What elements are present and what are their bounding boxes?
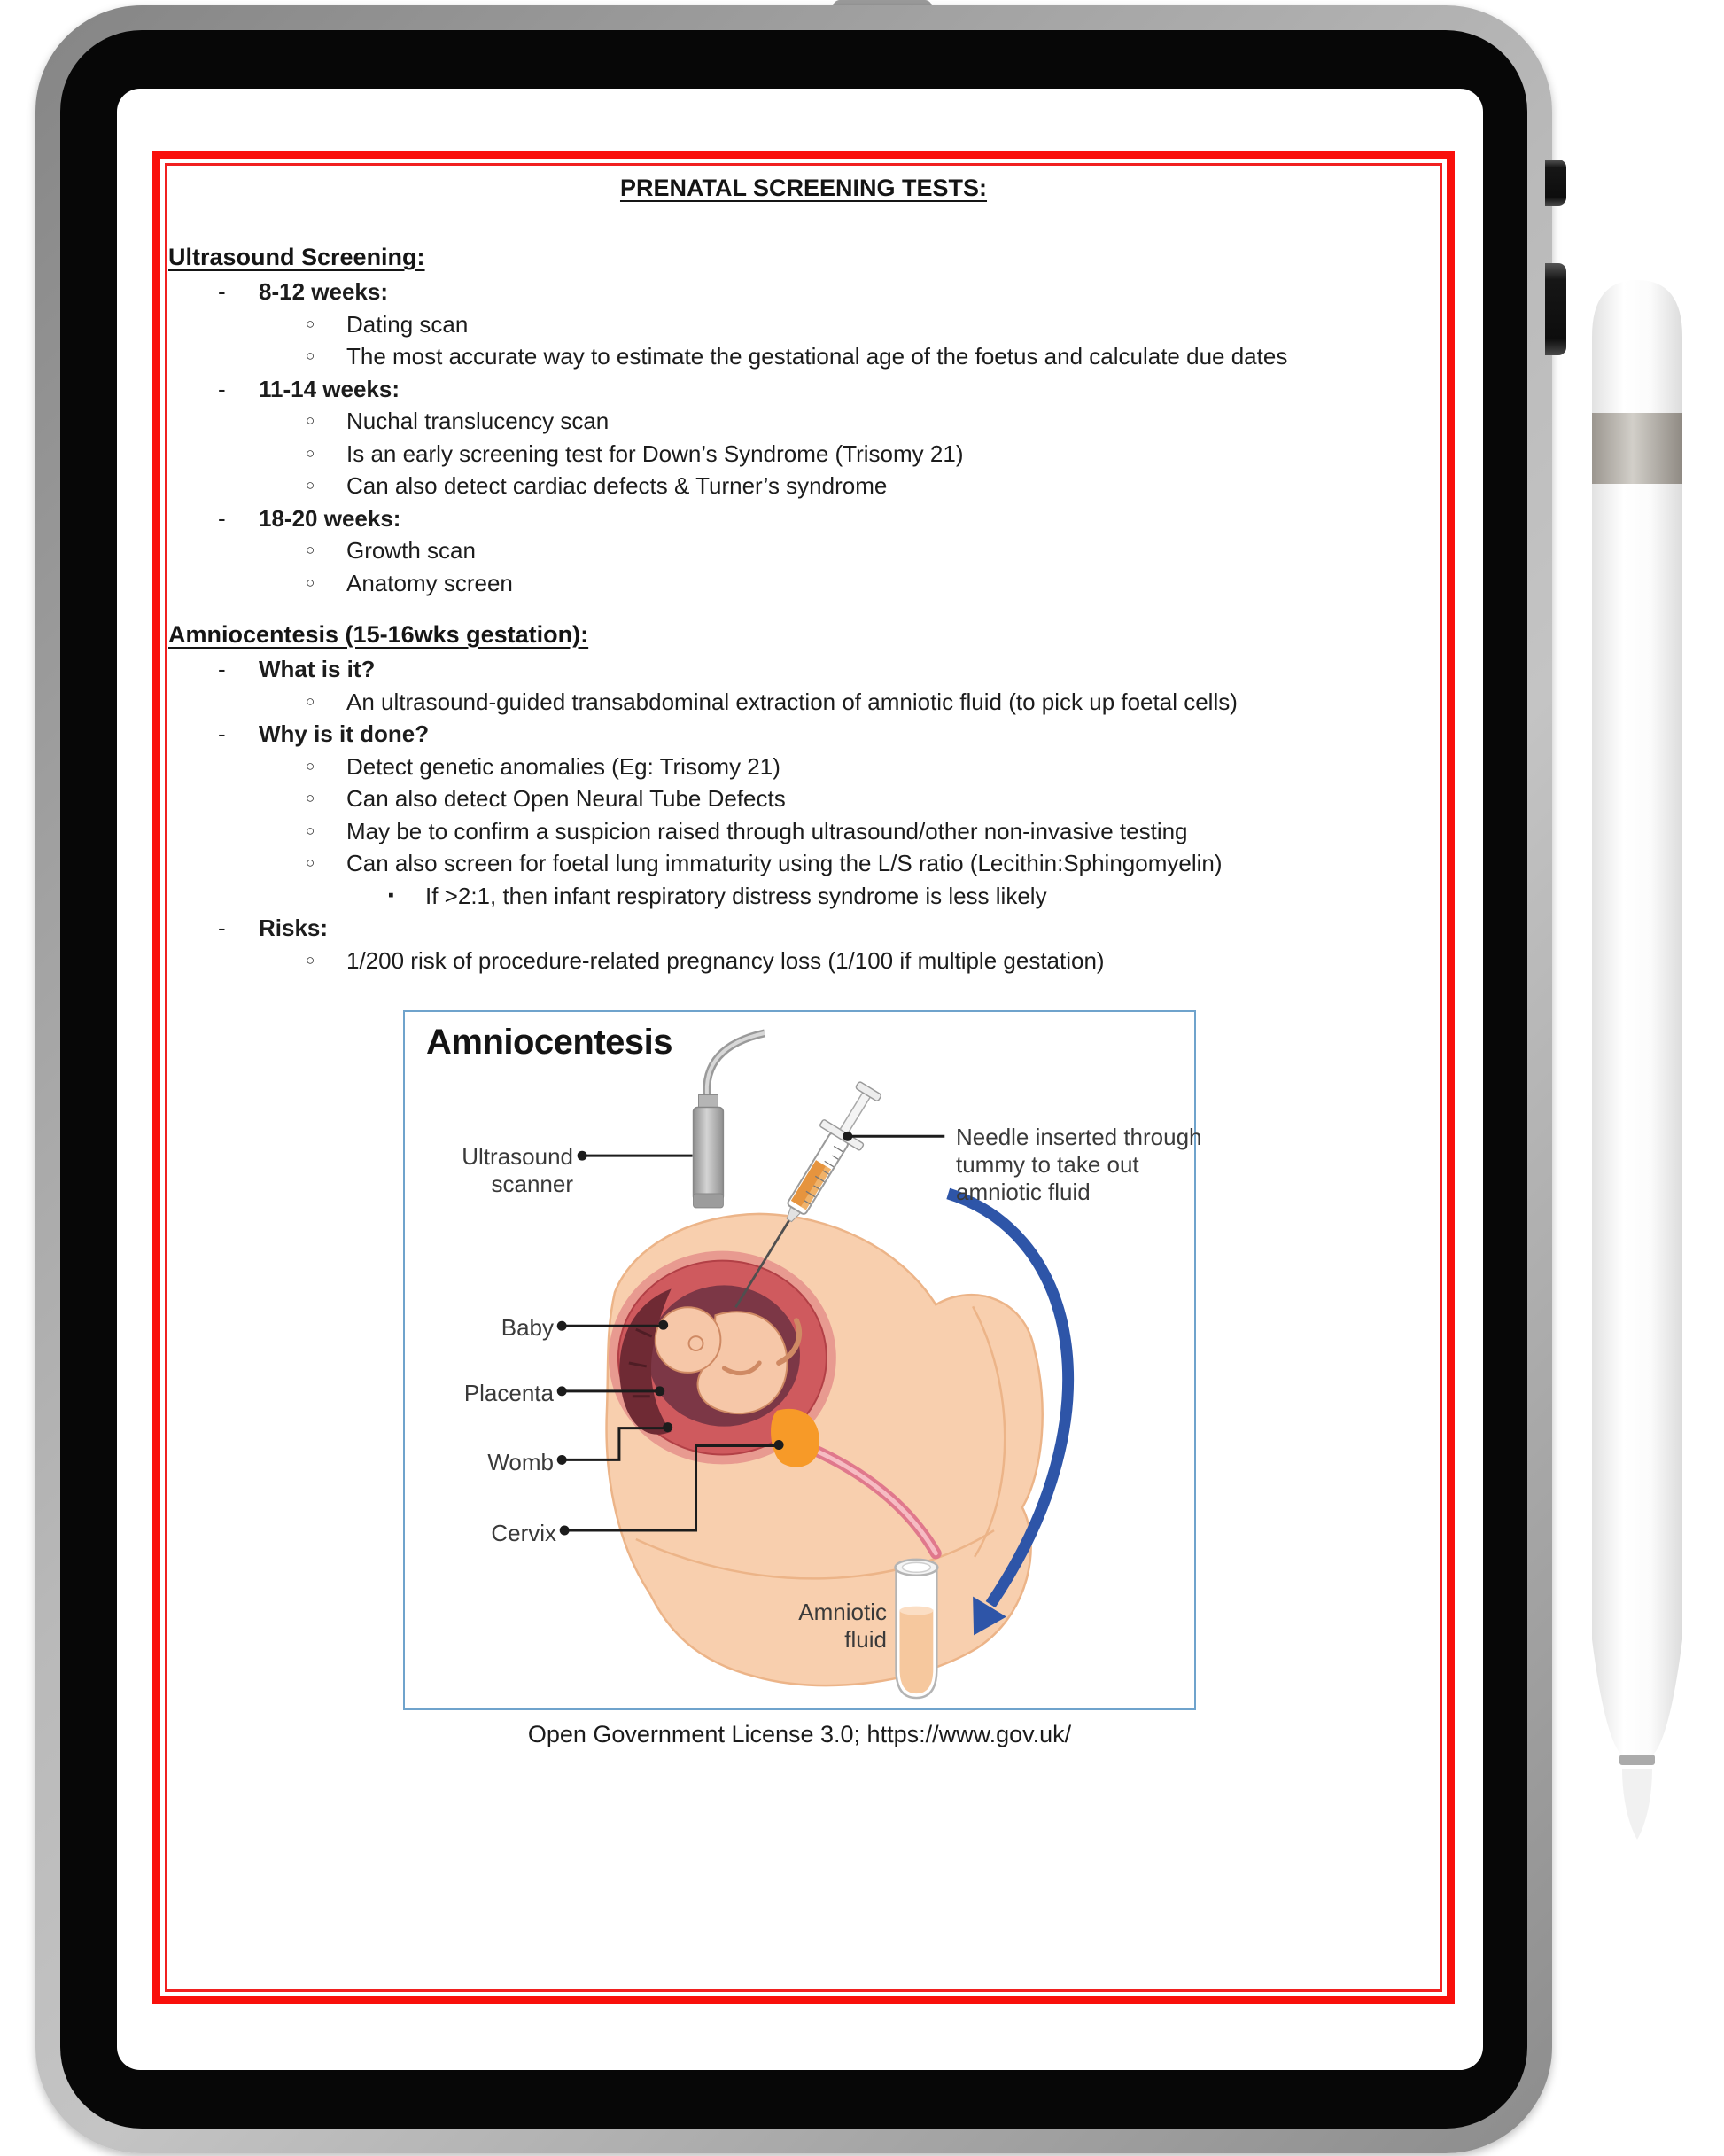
- dash-bullet: -: [218, 915, 226, 941]
- label-ultrasound-scanner: Ultrasound scanner: [462, 1143, 573, 1197]
- bullet-text: If >2:1, then infant respiratory distress syndrome is less likely: [425, 882, 1047, 909]
- bullet-row: [168, 567, 1451, 600]
- bullet-text: 18-20 weeks:: [259, 504, 401, 532]
- bullet-row: [168, 308, 1451, 341]
- bullet-row: [168, 276, 1451, 308]
- circle-bullet: ○: [306, 951, 315, 969]
- bullet-row: [168, 686, 1451, 719]
- figure-caption: Open Government License 3.0; https://www.gov.uk/: [527, 1721, 1072, 1747]
- pencil-band: [1592, 413, 1682, 484]
- bullet-row: [168, 653, 1451, 686]
- bullet-text: Can also detect cardiac defects & Turner’s syndrome: [346, 472, 888, 499]
- bullet-row: [168, 438, 1451, 471]
- volume-up-button: [1545, 160, 1566, 206]
- circle-bullet: ○: [306, 315, 315, 332]
- bullet-text: Risks:: [259, 915, 329, 941]
- pencil-body: [1592, 484, 1682, 1639]
- circle-bullet: ○: [306, 347, 315, 364]
- bullet-row: [168, 751, 1451, 783]
- bullet-text: An ultrasound-guided transabdominal extraction of amniotic fluid (to pick up foetal cells): [346, 688, 1238, 715]
- circle-bullet: ○: [306, 757, 315, 774]
- bullet-text: Anatomy screen: [346, 569, 513, 596]
- bullet-row: [168, 340, 1451, 373]
- label-womb: Womb: [487, 1449, 554, 1475]
- bullet-text: 8-12 weeks:: [259, 278, 388, 305]
- bullet-text: Can also screen for foetal lung immaturity using the L/S ratio (Lecithin:Sphingomyelin): [346, 850, 1223, 876]
- volume-down-button: [1545, 263, 1566, 355]
- bullet-text: Detect genetic anomalies (Eg: Trisomy 21): [346, 752, 780, 780]
- test-tube-graphic: [896, 1560, 938, 1698]
- circle-bullet: ○: [306, 854, 315, 871]
- bullet-row: [168, 470, 1451, 502]
- section-heading-ultrasound: Ultrasound Screening:: [168, 244, 425, 270]
- bullet-row: [168, 534, 1451, 567]
- bullet-text: The most accurate way to estimate the gestational age of the foetus and calculate due dates: [346, 343, 1288, 370]
- bullet-row: [168, 782, 1451, 815]
- bullet-text: Nuchal translucency scan: [346, 408, 610, 434]
- bullet-text: Can also detect Open Neural Tube Defects: [346, 785, 786, 812]
- bullet-text: May be to confirm a suspicion raised through ultrasound/other non-invasive testing: [346, 817, 1188, 844]
- bullet-text: Is an early screening test for Down’s Syndrome (Trisomy 21): [346, 440, 964, 467]
- bullet-text: Growth scan: [346, 537, 476, 564]
- dash-bullet: -: [218, 720, 226, 747]
- section-heading-amniocentesis: Amniocentesis (15-16wks gestation):: [168, 621, 589, 648]
- bullet-row: [168, 502, 1451, 535]
- square-bullet: ▪: [388, 885, 394, 905]
- label-baby: Baby: [501, 1314, 554, 1341]
- dash-bullet: -: [218, 375, 226, 402]
- circle-bullet: ○: [306, 821, 315, 839]
- amniocentesis-figure: [403, 1010, 1202, 1710]
- dash-bullet: -: [218, 504, 226, 532]
- label-placenta: Placenta: [463, 1380, 554, 1406]
- figure-title: Amniocentesis: [426, 1023, 673, 1062]
- page-title: PRENATAL SCREENING TESTS:: [619, 175, 988, 201]
- bullet-row: [168, 373, 1451, 406]
- circle-bullet: ○: [306, 790, 315, 806]
- circle-bullet: ○: [306, 692, 315, 710]
- bullet-text: What is it?: [259, 656, 376, 682]
- stylus-pencil: [1589, 266, 1685, 1852]
- dash-bullet: -: [218, 278, 226, 305]
- pencil-ring: [1619, 1755, 1655, 1765]
- amniocentesis-bullet-list: [168, 653, 1451, 977]
- bullet-text: 1/200 risk of procedure-related pregnancy loss (1/100 if multiple gestation): [346, 946, 1105, 974]
- ultrasound-probe-graphic: [694, 1033, 765, 1208]
- bullet-text: Why is it done?: [259, 720, 430, 747]
- pencil-taper: [1592, 1639, 1682, 1755]
- bullet-text: Dating scan: [346, 310, 469, 338]
- bullet-row: [168, 912, 1451, 945]
- bullet-row: [168, 815, 1451, 848]
- bullet-text: 11-14 weeks:: [259, 375, 400, 402]
- circle-bullet: ○: [306, 541, 315, 558]
- dash-bullet: -: [218, 656, 226, 682]
- label-cervix: Cervix: [491, 1520, 556, 1546]
- circle-bullet: ○: [306, 444, 315, 462]
- circle-bullet: ○: [306, 412, 315, 429]
- bullet-row: [168, 945, 1451, 977]
- ultrasound-bullet-list: [168, 276, 1451, 599]
- bullet-row: [168, 718, 1451, 751]
- bullet-row: [168, 405, 1451, 438]
- pencil-cap: [1592, 280, 1682, 413]
- bullet-row: [168, 847, 1451, 880]
- pencil-nib: [1622, 1769, 1652, 1840]
- label-amniotic-fluid: Amniotic fluid: [798, 1599, 887, 1653]
- circle-bullet: ○: [306, 573, 315, 591]
- label-needle-inserted: Needle inserted through tummy to take out amniotic fluid: [956, 1124, 1202, 1205]
- circle-bullet: ○: [306, 477, 315, 494]
- bullet-row: [168, 880, 1451, 913]
